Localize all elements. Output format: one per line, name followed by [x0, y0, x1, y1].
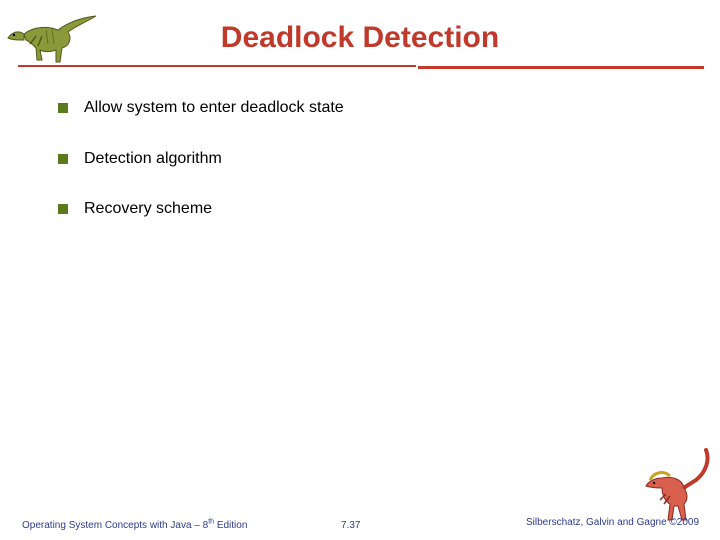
bullet-text: Allow system to enter deadlock state: [84, 99, 344, 116]
bullet-list: [58, 96, 344, 248]
footer-page-number: 7.37: [341, 520, 361, 531]
square-bullet-icon: [58, 204, 68, 214]
bullet-item: [58, 197, 344, 248]
footer-copyright: Silberschatz, Galvin and Gagne ©2009: [526, 517, 700, 528]
title-underline: [18, 65, 704, 69]
dinosaur-mascot-icon: [640, 448, 712, 524]
footer-book-title: Operating System Concepts with Java – 8th Edition: [22, 518, 248, 531]
square-bullet-icon: [58, 103, 68, 113]
bullet-text: Detection algorithm: [84, 149, 222, 167]
square-bullet-icon: [58, 154, 68, 164]
bullet-text: Recovery scheme: [84, 200, 213, 217]
slide-title: Deadlock Detection: [220, 21, 500, 54]
bullet-item: [58, 96, 344, 147]
bullet-item: [58, 147, 344, 198]
